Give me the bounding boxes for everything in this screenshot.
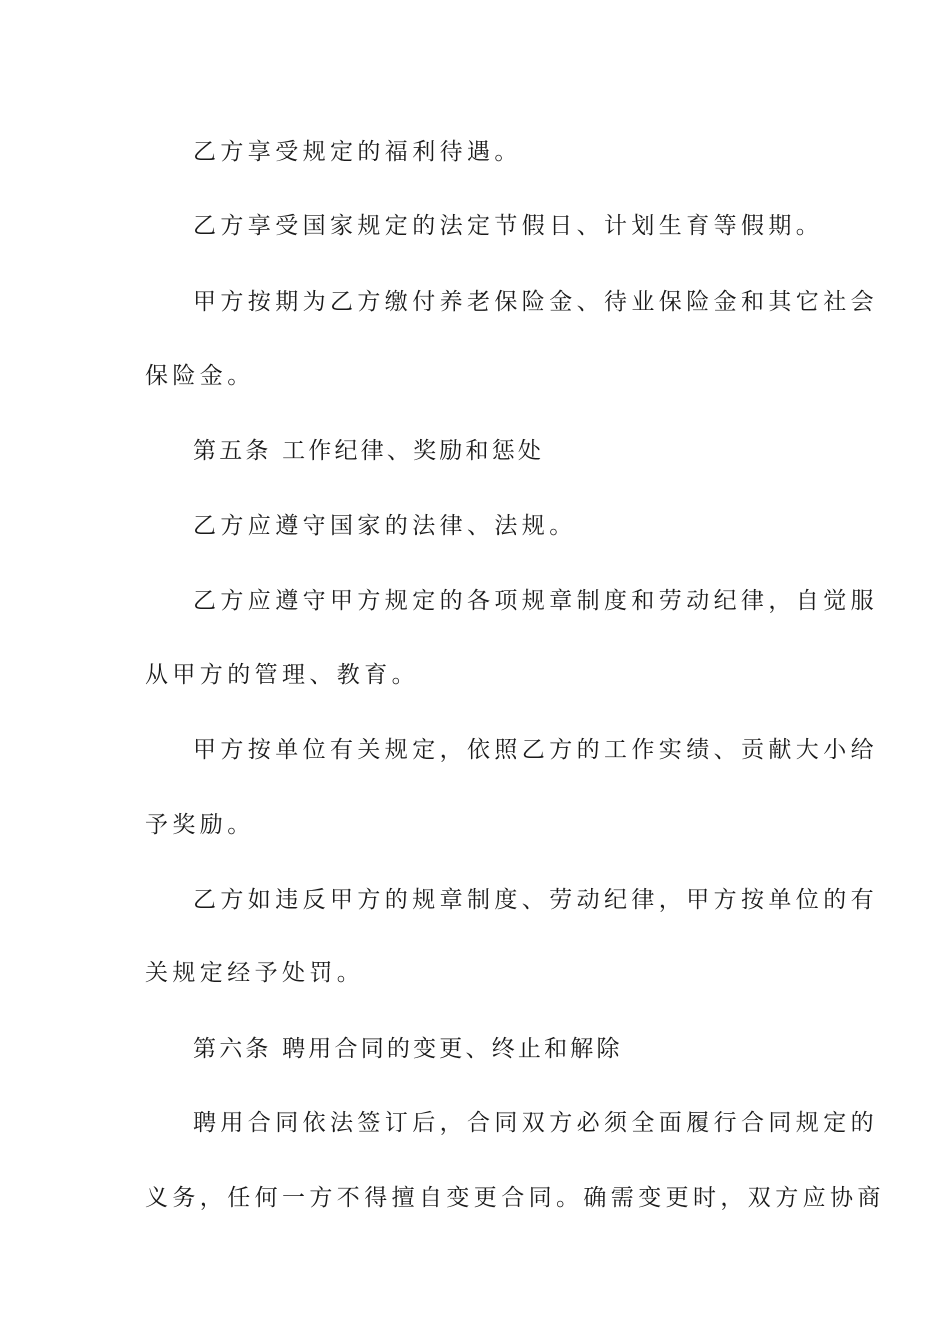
paragraph-holidays: 乙方享受国家规定的法定节假日、计划生育等假期。 xyxy=(193,213,824,239)
paragraph-rewards-cont: 予奖励。 xyxy=(145,812,255,838)
paragraph-insurance-cont: 保险金。 xyxy=(145,363,255,389)
paragraph-rules: 乙方应遵守甲方规定的各项规章制度和劳动纪律，自觉服 xyxy=(193,588,878,614)
paragraph-rules-cont: 从甲方的管理、教育。 xyxy=(145,662,419,688)
article-six-heading: 第六条 聘用合同的变更、终止和解除 xyxy=(193,1036,623,1062)
paragraph-laws: 乙方应遵守国家的法律、法规。 xyxy=(193,513,577,539)
article-five-heading: 第五条 工作纪律、奖励和惩处 xyxy=(193,438,545,464)
paragraph-welfare: 乙方享受规定的福利待遇。 xyxy=(193,139,522,165)
paragraph-penalty-cont: 关规定经予处罚。 xyxy=(145,960,365,986)
paragraph-contract: 聘用合同依法签订后，合同双方必须全面履行合同规定的 xyxy=(193,1110,878,1136)
paragraph-contract-cont: 义务，任何一方不得擅自变更合同。确需变更时，双方应协商 xyxy=(145,1185,885,1211)
paragraph-insurance: 甲方按期为乙方缴付养老保险金、待业保险金和其它社会 xyxy=(193,289,878,315)
paragraph-rewards: 甲方按单位有关规定，依照乙方的工作实绩、贡献大小给 xyxy=(193,737,878,763)
paragraph-penalty: 乙方如违反甲方的规章制度、劳动纪律，甲方按单位的有 xyxy=(193,887,878,913)
